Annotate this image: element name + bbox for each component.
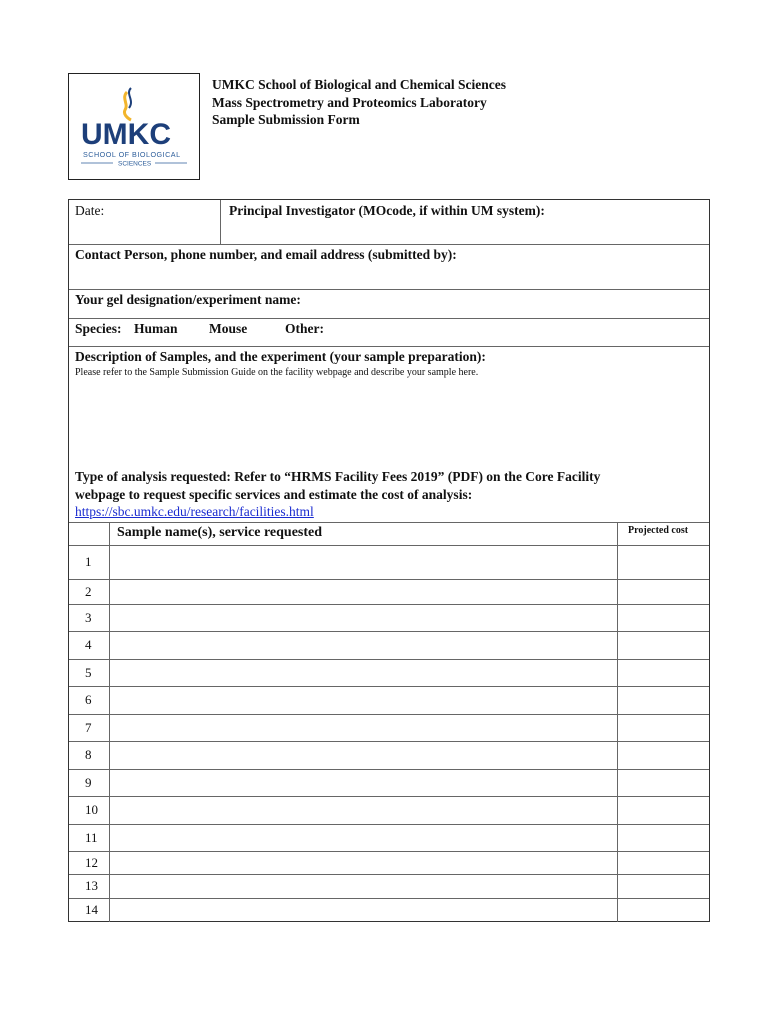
species-other-option[interactable]: Other:: [285, 321, 324, 336]
table-row[interactable]: [69, 631, 709, 659]
gel-name-field[interactable]: [75, 292, 301, 308]
table-row-divider: [69, 898, 709, 899]
facilities-link[interactable]: https://sbc.umkc.edu/research/facilities.html: [75, 504, 314, 519]
date-label: Date:: [75, 203, 105, 218]
table-row-divider: [69, 631, 709, 632]
form-header: [212, 76, 506, 129]
table-row-divider: [69, 579, 709, 580]
analysis-line1: Type of analysis requested: Refer to “HRMS Facility Fees 2019” (PDF) on the Core Facility: [75, 469, 601, 484]
table-row[interactable]: [69, 796, 709, 824]
umkc-logo: [68, 73, 200, 180]
table-row-divider: [69, 604, 709, 605]
row-number: 1: [85, 554, 92, 569]
row-number: 6: [85, 692, 92, 707]
submission-form: [68, 199, 710, 922]
table-row-divider: [69, 796, 709, 797]
table-row[interactable]: [69, 686, 709, 714]
contact-field[interactable]: [75, 247, 457, 263]
date-field[interactable]: [75, 203, 104, 219]
header-lab: Mass Spectrometry and Proteomics Laboratory: [212, 94, 487, 110]
contact-label: Contact Person, phone number, and email address (submitted by):: [75, 247, 457, 262]
row-number: 12: [85, 855, 98, 870]
table-row-divider: [69, 824, 709, 825]
table-row[interactable]: [69, 851, 709, 874]
col-header-sample: Sample name(s), service requested: [117, 525, 323, 540]
table-row-divider: [69, 874, 709, 875]
logo-wordmark: UMKC: [81, 118, 171, 151]
col-header-cost: Projected cost: [628, 525, 689, 536]
divider: [69, 244, 709, 245]
divider: [69, 318, 709, 319]
logo-subtitle-line1: SCHOOL OF BIOLOGICAL: [83, 150, 181, 159]
table-row-divider: [69, 659, 709, 660]
logo-subtitle-line2: SCIENCES: [118, 160, 152, 168]
divider: [69, 346, 709, 347]
header-school: UMKC School of Biological and Chemical Sciences: [212, 77, 506, 92]
row-number: 5: [85, 665, 92, 680]
row-number: 3: [85, 610, 92, 625]
species-mouse-option[interactable]: Mouse: [209, 321, 248, 336]
analysis-line2: webpage to request specific services and estimate the cost of analysis:: [75, 487, 473, 502]
table-row[interactable]: [69, 604, 709, 631]
table-row[interactable]: [69, 874, 709, 898]
row-number: 2: [85, 584, 92, 599]
row-number: 13: [85, 878, 98, 893]
row-number: 4: [85, 637, 92, 652]
description-field[interactable]: [69, 380, 709, 465]
table-row[interactable]: [69, 579, 709, 604]
description-label: Description of Samples, and the experiment (your sample preparation):: [75, 349, 486, 364]
pi-field[interactable]: [229, 203, 545, 219]
row-number: 14: [85, 902, 98, 917]
table-row-divider: [69, 714, 709, 715]
table-row-divider: [69, 769, 709, 770]
divider: [69, 289, 709, 290]
table-row[interactable]: [69, 769, 709, 796]
gel-label: Your gel designation/experiment name:: [75, 292, 301, 307]
row-number: 9: [85, 775, 92, 790]
table-row-divider: [69, 851, 709, 852]
row-number: 11: [85, 830, 98, 845]
table-row[interactable]: [69, 824, 709, 851]
table-row[interactable]: [69, 714, 709, 741]
table-row[interactable]: [69, 741, 709, 769]
header-form-title: Sample Submission Form: [212, 112, 360, 127]
table-row[interactable]: [69, 659, 709, 686]
table-row[interactable]: [69, 898, 709, 922]
table-row-divider: [69, 686, 709, 687]
row-number: 7: [85, 720, 92, 735]
date-pi-divider: [220, 200, 221, 244]
umkc-logo-graphic: [69, 74, 201, 181]
divider: [69, 522, 709, 523]
row-number: 8: [85, 747, 92, 762]
pi-label: Principal Investigator (MOcode, if within UM system):: [229, 203, 545, 218]
table-row-divider: [69, 741, 709, 742]
species-human-option[interactable]: Human: [134, 321, 178, 336]
description-hint: Please refer to the Sample Submission Guide on the facility webpage and describe your sample here.: [75, 367, 479, 378]
table-row-divider: [69, 545, 709, 546]
row-number: 10: [85, 802, 98, 817]
table-row[interactable]: [69, 545, 709, 579]
species-label: Species:: [75, 321, 122, 336]
